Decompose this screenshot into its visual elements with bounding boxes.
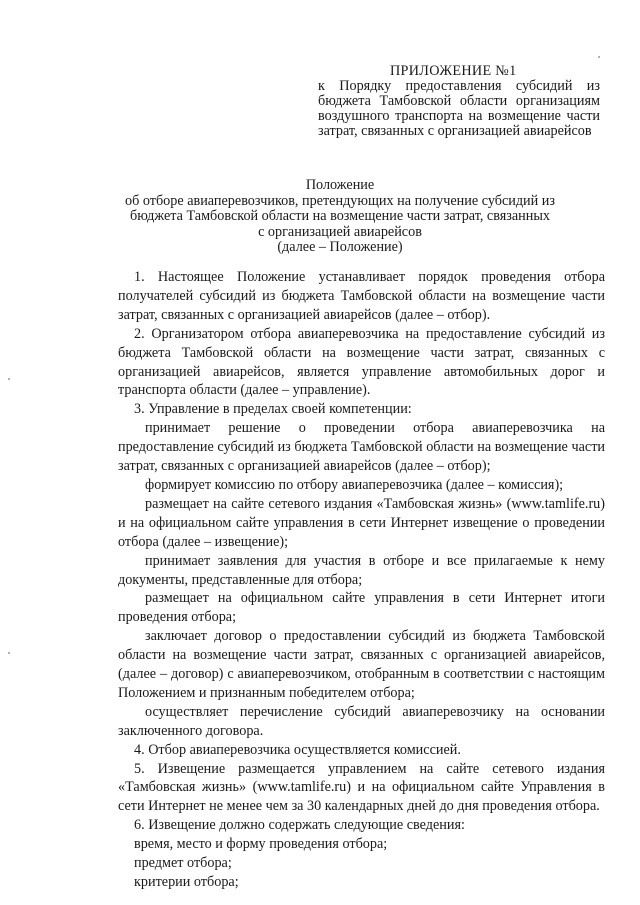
appendix-text: к Порядку предоставления субсидий из бюджета Тамбовской области организациям воздушного транспорта на возмещение части затрат, связанных с организацией авиарейсов [318, 78, 600, 139]
heading-line: (далее – Положение) [277, 239, 403, 255]
paragraph: критерии отбора; [134, 874, 239, 890]
paragraph: принимает заявления для участия в отборе и все прилагаемые к нему документы, представленные для отбора; [118, 552, 605, 588]
paragraph: время, место и форму проведения отбора; [134, 836, 388, 853]
paragraph: 3. Управление в пределах своей компетенции: [134, 401, 412, 418]
paragraph: формирует комиссию по отбору авиаперевозчика (далее – комиссия); [145, 476, 564, 493]
heading-line: об отборе авиаперевозчиков, претендующих на получение субсидий из [125, 192, 555, 209]
appendix-block [318, 64, 600, 139]
paragraph: осуществляет перечисление субсидий авиаперевозчику на основании заключенного договора. [118, 703, 605, 739]
scan-speck [8, 378, 10, 380]
heading-line: бюджета Тамбовской области на возмещение части затрат, связанных [130, 208, 550, 224]
document-heading [100, 178, 580, 256]
paragraph: 2. Организатором отбора авиаперевозчика на предоставление субсидий из бюджета Тамбовской области на возмещение части затрат, связанных с организацией авиарейсов, является управление автомобильных дорог и транспорта области (далее – управление). [118, 325, 605, 399]
document-body [118, 268, 605, 892]
paragraph: размещает на сайте сетевого издания «Тамбовская жизнь» (www.tamlife.ru) и на официальном сайте управления в сети Интернет извещение о проведении отбора (далее – извещение); [118, 495, 605, 550]
paragraph: размещает на официальном сайте управления в сети Интернет итоги проведения отбора; [118, 590, 605, 626]
scan-speck [8, 652, 10, 654]
paragraph: 5. Извещение размещается управлением на сайте сетевого издания «Тамбовская жизнь» (www.tamlife.ru) и на официальном сайте Управления в сети Интернет не менее чем за 30 календарных дней до дня проведения отбора. [118, 760, 605, 815]
paragraph: 4. Отбор авиаперевозчика осуществляется комиссией. [134, 741, 461, 758]
paragraph: предмет отбора; [134, 855, 232, 872]
scan-speck [598, 56, 600, 58]
paragraph: 1. Настоящее Положение устанавливает порядок проведения отбора получателей субсидий из бюджета Тамбовской области на возмещение части затрат, связанных с организацией авиарейсов (далее – отбор). [118, 269, 605, 323]
appendix-title: ПРИЛОЖЕНИЕ №1 [390, 63, 517, 79]
heading-line: с организацией авиарейсов [258, 223, 422, 240]
heading-title: Положение [305, 177, 375, 193]
paragraph: 6. Извещение должно содержать следующие сведения: [134, 817, 465, 834]
paragraph: принимает решение о проведении отбора авиаперевозчика на предоставление субсидий из бюджета Тамбовской области на возмещение части затрат, связанных с организацией авиарейсов (далее – отбор); [118, 420, 605, 475]
paragraph: заключает договор о предоставлении субсидий из бюджета Тамбовской области на возмещение части затрат, связанных с организацией авиарейсов, (далее – договор) с авиаперевозчиком, отобранным в соответствии с настоящим Положением и признанным победителем отбора; [118, 628, 605, 701]
